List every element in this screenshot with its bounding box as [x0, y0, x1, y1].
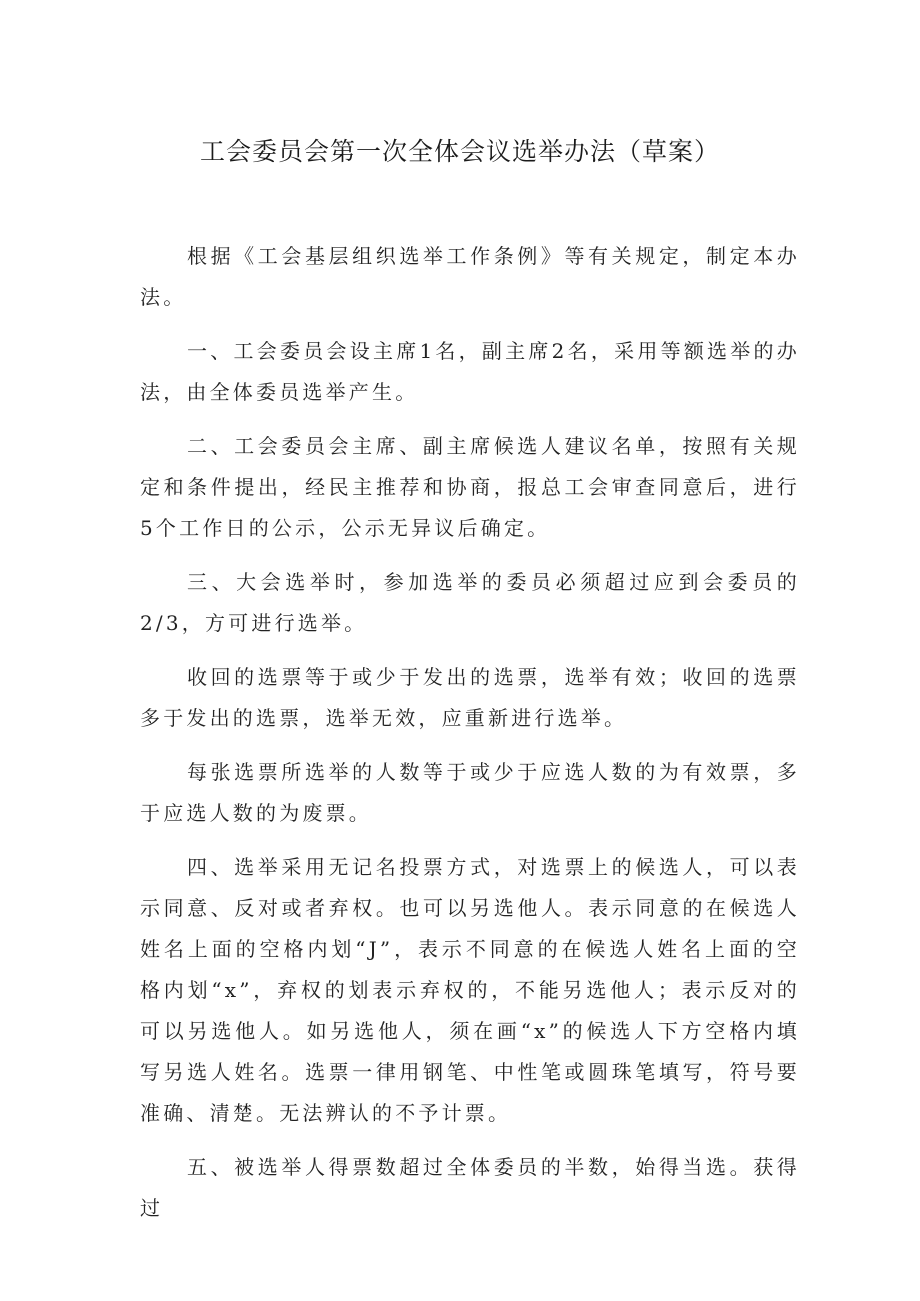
document-title: 工会委员会第一次全体会议选举办法（草案） — [199, 137, 720, 166]
paragraph-article-2: 二、工会委员会主席、副主席候选人建议名单，按照有关规定和条件提出，经民主推荐和协商，报总工会审查同意后，进行5个工作日的公示，公示无异议后确定。 — [140, 434, 800, 540]
paragraph-intro: 根据《工会基层组织选举工作条例》等有关规定，制定本办法。 — [140, 244, 800, 309]
paragraph-article-1: 一、工会委员会设主席1名，副主席2名，采用等额选举的办法，由全体委员选举产生。 — [140, 339, 800, 404]
paragraph-article-4: 四、选举采用无记名投票方式，对选票上的候选人，可以表示同意、反对或者弃权。也可以另选他人。表示同意的在候选人姓名上面的空格内划“J”，表示不同意的在候选人姓名上面的空格内划“x”，弃权的划表示弃权的，不能另选他人；表示反对的可以另选他人。如另选他人，须在画“x”的候选人下方空格内填写另选人姓名。选票一律用钢笔、中性笔或圆珠笔填写，符号要准确、清楚。无法辨认的不予计票。 — [140, 855, 800, 1125]
paragraph-vote-validity: 每张选票所选举的人数等于或少于应选人数的为有效票，多于应选人数的为废票。 — [140, 760, 800, 825]
paragraph-ballot-validity: 收回的选票等于或少于发出的选票，选举有效；收回的选票多于发出的选票，选举无效，应重新进行选举。 — [140, 665, 800, 730]
paragraph-article-3: 三、大会选举时，参加选举的委员必须超过应到会委员的2/3，方可进行选举。 — [140, 570, 800, 635]
paragraph-article-5: 五、被选举人得票数超过全体委员的半数，始得当选。获得过 — [140, 1155, 800, 1220]
document-body — [140, 236, 800, 1242]
